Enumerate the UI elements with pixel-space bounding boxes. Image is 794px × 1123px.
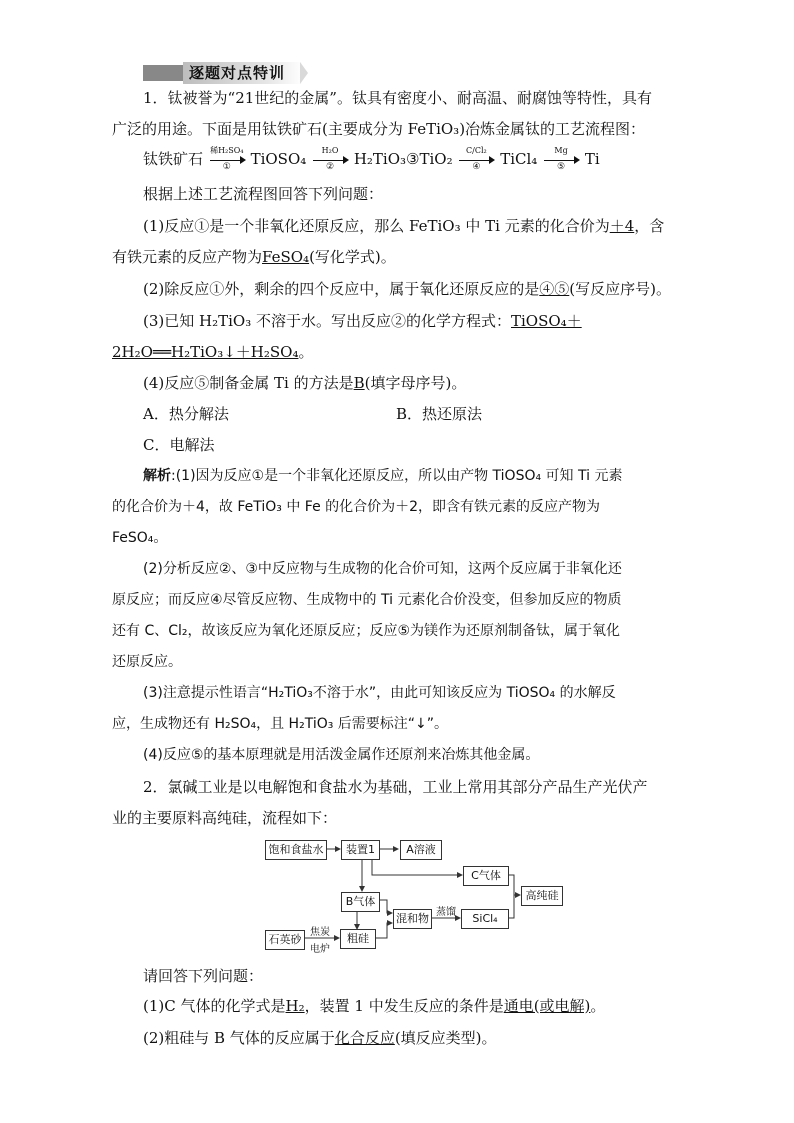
q2-answer-1-1: H₂ bbox=[285, 997, 305, 1015]
q1-part2: (2)除反应①外，剩余的四个反应中，属于氧化还原反应的是④⑤(写反应序号)。 bbox=[143, 280, 671, 298]
flow-product-1: TiOSO₄ bbox=[250, 150, 307, 168]
answer-1-1: ＋4 bbox=[609, 217, 635, 235]
q2-flow-diagram bbox=[262, 835, 567, 960]
analysis-line-6: 还有 C、Cl₂，故该反应为氧化还原反应；反应⑤为镁作为还原剂制备钛，属于氧化 bbox=[112, 623, 621, 639]
box-c-gas: C气体 bbox=[463, 866, 509, 886]
flow-arrow-5: Mg ⑤ bbox=[542, 150, 580, 170]
analysis-label: 解析 bbox=[143, 468, 171, 484]
flow-product-4: TiCl₄ bbox=[500, 150, 538, 168]
answer-3-1: TiOSO₄＋ bbox=[511, 312, 582, 330]
box-saturated-brine: 饱和食盐水 bbox=[265, 840, 327, 860]
analysis-line-10: (4)反应⑤的基本原理就是用活泼金属作还原剂来冶炼其他金属。 bbox=[143, 747, 540, 763]
answer-1-2: FeSO₄ bbox=[262, 248, 310, 266]
answer-2: ④⑤ bbox=[539, 280, 570, 298]
label-coke: 焦炭 bbox=[310, 927, 330, 938]
label-distillation: 蒸馏 bbox=[436, 907, 456, 918]
q2-part1: (1)C 气体的化学式是H₂，装置 1 中发生反应的条件是通电(或电解)。 bbox=[143, 997, 606, 1015]
banner-arrow-icon bbox=[300, 62, 308, 84]
label-furnace: 电炉 bbox=[310, 944, 330, 955]
analysis-line-5: 原反应；而反应④尽管反应物、生成物中的 Ti 元素化合价没变，但参加反应的物质 bbox=[112, 592, 622, 608]
box-a-solution: A溶液 bbox=[400, 840, 442, 860]
box-mixture: 混和物 bbox=[393, 909, 432, 929]
banner-bar bbox=[143, 65, 183, 81]
q2-line-2: 业的主要原料高纯硅，流程如下： bbox=[112, 809, 338, 827]
section-banner bbox=[143, 62, 308, 84]
answer-4: B bbox=[353, 374, 365, 392]
flow-arrow-2: H₂O ② bbox=[311, 150, 349, 170]
q1-part1-line-2: 有铁元素的反应产物为FeSO₄(写化学式)。 bbox=[112, 248, 396, 266]
option-a: A．热分解法 bbox=[143, 405, 229, 423]
flow-arrow-1: 稀H₂SO₄ ① bbox=[208, 150, 246, 170]
q1-part4: (4)反应⑤制备金属 Ti 的方法是B(填字母序号)。 bbox=[143, 374, 467, 392]
q2-part2: (2)粗硅与 B 气体的反应属于化合反应(填反应类型)。 bbox=[143, 1029, 497, 1047]
box-high-purity-si: 高纯硅 bbox=[521, 886, 563, 906]
analysis-line-7: 还原反应。 bbox=[112, 654, 182, 670]
flow-start: 钛铁矿石 bbox=[143, 150, 204, 168]
q1-process-flow bbox=[143, 148, 600, 174]
box-device-1: 装置1 bbox=[341, 840, 380, 860]
analysis-line-4: (2)分析反应②、③中反应物与生成物的化合价可知，这两个反应属于非氧化还 bbox=[143, 561, 622, 577]
q1-part3-line-2: 2H₂O══H₂TiO₃↓＋H₂SO₄。 bbox=[112, 343, 314, 361]
q2-answer-2: 化合反应 bbox=[334, 1029, 395, 1047]
q2-line-3: 请回答下列问题： bbox=[143, 967, 264, 985]
flow-product-3: TiO₂ bbox=[419, 150, 453, 168]
flow-product-2: H₂TiO₃ bbox=[353, 150, 407, 168]
flow-step-3: ③ bbox=[406, 150, 420, 168]
box-quartz-sand: 石英砂 bbox=[265, 930, 305, 950]
q1-line-1: 1．钛被誉为“21世纪的金属”。钛具有密度小、耐高温、耐腐蚀等特性，具有 bbox=[143, 89, 652, 107]
box-sicl4: SiCl₄ bbox=[461, 909, 509, 929]
analysis-line-1: 解析:(1)因为反应①是一个非氧化还原反应，所以由产物 TiOSO₄ 可知 Ti 元素 bbox=[143, 468, 623, 484]
q1-part1-line-1: (1)反应①是一个非氧化还原反应，那么 FeTiO₃ 中 Ti 元素的化合价为＋4，含 bbox=[143, 217, 665, 235]
flow-product-5: Ti bbox=[584, 150, 600, 168]
q1-part3-line-1: (3)已知 H₂TiO₃ 不溶于水。写出反应②的化学方程式：TiOSO₄＋ bbox=[143, 312, 582, 330]
section-title: 逐题对点特训 bbox=[183, 62, 303, 84]
flow-arrow-4: C/Cl₂ ④ bbox=[457, 150, 495, 170]
q1-line-3: 根据上述工艺流程图回答下列问题： bbox=[143, 185, 384, 203]
analysis-line-9: 应，生成物还有 H₂SO₄，且 H₂TiO₃ 后需要标注“↓”。 bbox=[112, 716, 449, 732]
box-b-gas: B气体 bbox=[341, 892, 380, 912]
option-c: C．电解法 bbox=[143, 436, 215, 454]
analysis-line-3: FeSO₄。 bbox=[112, 530, 168, 546]
q1-line-2: 广泛的用途。下面是用钛铁矿石(主要成分为 FeTiO₃)冶炼金属钛的工艺流程图： bbox=[112, 120, 646, 138]
q2-answer-1-2: 通电(或电解) bbox=[503, 997, 591, 1015]
box-crude-si: 粗硅 bbox=[340, 929, 376, 949]
answer-3-2: 2H₂O══H₂TiO₃↓＋H₂SO₄ bbox=[112, 343, 299, 361]
analysis-line-8: (3)注意提示性语言“H₂TiO₃不溶于水”，由此可知该反应为 TiOSO₄ 的水解反 bbox=[143, 685, 616, 701]
q2-line-1: 2．氯碱工业是以电解饱和食盐水为基础，工业上常用其部分产品生产光伏产 bbox=[143, 778, 648, 796]
analysis-line-2: 的化合价为＋4，故 FeTiO₃ 中 Fe 的化合价为＋2，即含有铁元素的反应产物为 bbox=[112, 499, 601, 515]
option-b: B．热还原法 bbox=[396, 405, 483, 423]
